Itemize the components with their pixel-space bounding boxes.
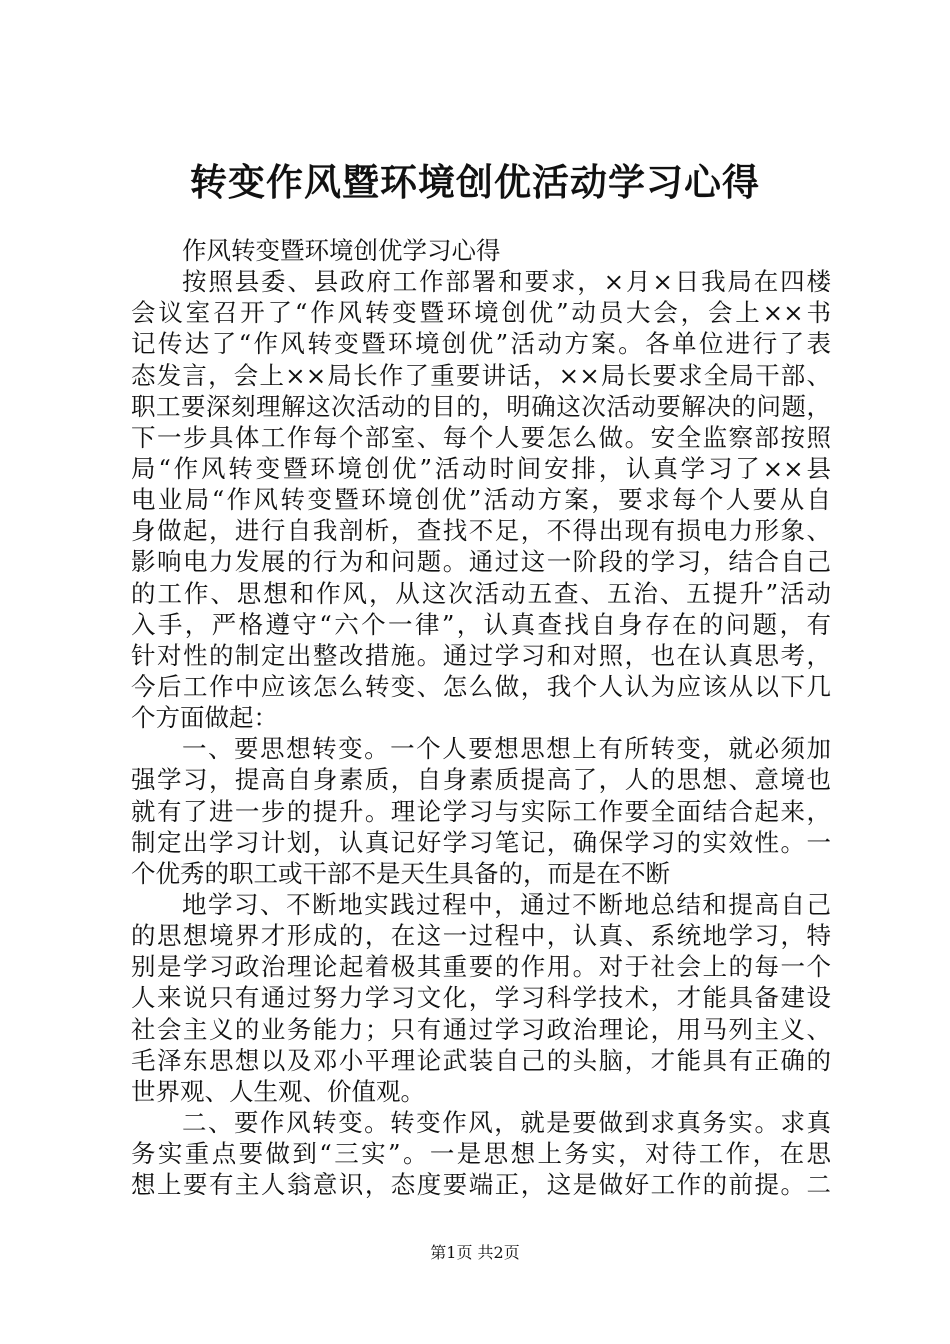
text-line: 的思想境界才形成的，在这一过程中，认真、系统地学习，特 xyxy=(131,921,831,951)
text-line: 一、要思想转变。一个人要想思想上有所转变，就必须加 xyxy=(182,734,831,764)
text-line: 社会主义的业务能力；只有通过学习政治理论，用马列主义、 xyxy=(131,1014,831,1044)
text-line: 人来说只有通过努力学习文化，学习科学技术，才能具备建设 xyxy=(131,983,831,1013)
text-line: 态发言，会上××局长作了重要讲话，××局长要求全局干部、 xyxy=(131,360,831,390)
subtitle-line: 作风转变暨环境创优学习心得 xyxy=(182,236,501,265)
text-line: 职工要深刻理解这次活动的目的，明确这次活动要解决的问题， xyxy=(131,391,831,421)
text-line: 今后工作中应该怎么转变、怎么做，我个人认为应该从以下几 xyxy=(131,671,831,701)
text-line: 局“作风转变暨环境创优”活动时间安排，认真学习了××县 xyxy=(131,453,831,483)
text-line: 想上要有主人翁意识，态度要端正，这是做好工作的前提。二 xyxy=(131,1170,831,1200)
text-line: 务实重点要做到“三实”。一是思想上务实，对待工作，在思 xyxy=(131,1139,831,1169)
text-line: 身做起，进行自我剖析，查找不足，不得出现有损电力形象、 xyxy=(131,516,831,546)
page-number-footer: 第1页 共2页 xyxy=(430,1243,520,1262)
text-line: 毛泽东思想以及邓小平理论武装自己的头脑，才能具有正确的 xyxy=(131,1045,831,1075)
text-line: 影响电力发展的行为和问题。通过这一阶段的学习，结合自己 xyxy=(131,547,831,577)
text-line: 电业局“作风转变暨环境创优”活动方案，要求每个人要从自 xyxy=(131,485,831,515)
text-line: 世界观、人生观、价值观。 xyxy=(131,1076,425,1106)
text-line: 就有了进一步的提升。理论学习与实际工作要全面结合起来， xyxy=(131,796,831,826)
text-line: 别是学习政治理论起着极其重要的作用。对于社会上的每一个 xyxy=(131,952,831,982)
text-line: 会议室召开了“作风转变暨环境创优”动员大会，会上××书 xyxy=(131,298,831,328)
text-line: 个方面做起： xyxy=(131,703,278,733)
text-line: 制定出学习计划，认真记好学习笔记，确保学习的实效性。一 xyxy=(131,827,831,857)
text-line: 针对性的制定出整改措施。通过学习和对照，也在认真思考， xyxy=(131,640,831,670)
text-line: 按照县委、县政府工作部署和要求，×月×日我局在四楼 xyxy=(182,267,831,297)
text-line: 地学习、不断地实践过程中，通过不断地总结和提高自己 xyxy=(182,889,831,919)
document-title: 转变作风暨环境创优活动学习心得 xyxy=(190,160,760,204)
text-line: 下一步具体工作每个部室、每个人要怎么做。安全监察部按照 xyxy=(131,422,831,452)
text-line: 记传达了“作风转变暨环境创优”活动方案。各单位进行了表 xyxy=(131,329,831,359)
document-body xyxy=(131,235,831,1200)
text-line: 二、要作风转变。转变作风，就是要做到求真务实。求真 xyxy=(182,1107,831,1137)
text-line: 的工作、思想和作风，从这次活动五查、五治、五提升”活动 xyxy=(131,578,831,608)
text-line: 入手，严格遵守“六个一律”，认真查找自身存在的问题，有 xyxy=(131,609,831,639)
text-line: 个优秀的职工或干部不是天生具备的，而是在不断 xyxy=(131,858,670,888)
text-line: 强学习，提高自身素质，自身素质提高了，人的思想、意境也 xyxy=(131,765,831,795)
